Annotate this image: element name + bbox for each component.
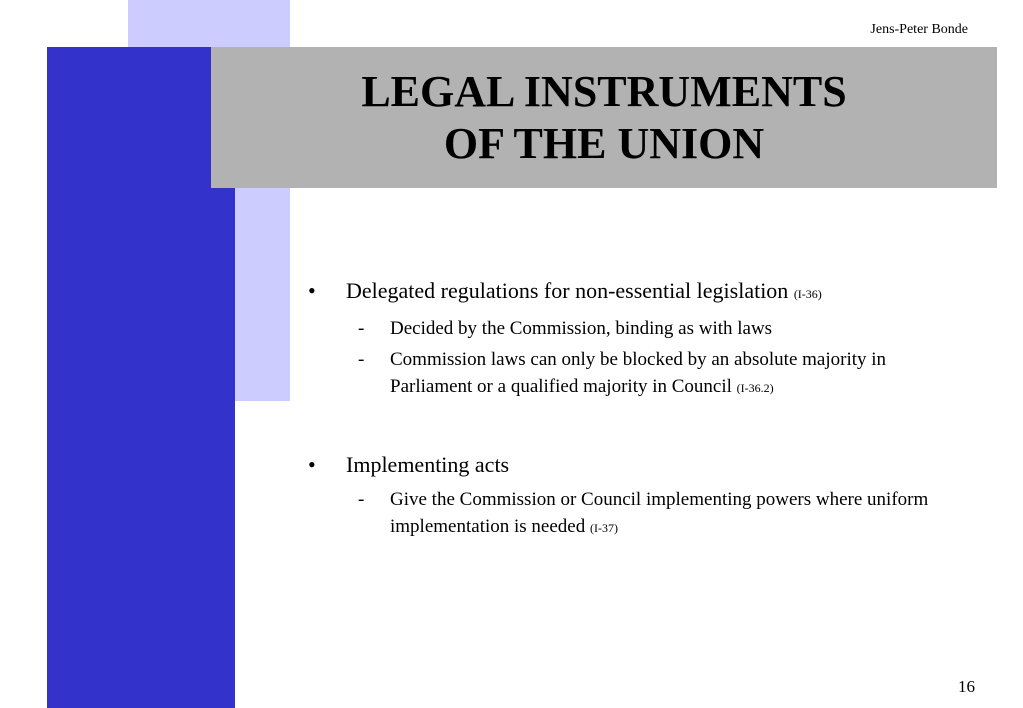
slide-content — [305, 276, 965, 546]
bullet-text: Implementing acts — [346, 452, 510, 477]
article-reference: (I-37) — [589, 521, 618, 535]
page-number: 16 — [958, 677, 975, 696]
sub-marker: - — [358, 349, 365, 370]
sub-marker: - — [358, 489, 365, 510]
sub-text: Commission laws can only be blocked by an absolute majority in Parliament or a qualified majority in Council — [390, 349, 887, 397]
bullet-marker: • — [308, 452, 316, 477]
article-reference: (I-36) — [793, 287, 822, 301]
sub-text: Give the Commission or Council implementing powers where uniform implementation is needed — [390, 489, 929, 537]
article-reference: (I-36.2) — [736, 381, 774, 395]
sub-marker: - — [358, 318, 365, 339]
sub-text: Decided by the Commission, binding as with laws — [390, 318, 773, 339]
bullet-marker: • — [308, 278, 316, 303]
sub-item — [305, 346, 965, 402]
author-name: Jens-Peter Bonde — [870, 22, 968, 37]
sub-list — [305, 315, 965, 402]
slide-title-line-2: OF THE UNION — [443, 118, 765, 168]
bullet-item — [305, 276, 965, 309]
sub-item — [305, 486, 965, 542]
bullet-item — [305, 450, 965, 480]
spacer — [305, 406, 965, 450]
title-box — [211, 47, 997, 188]
decorative-dark-bar — [47, 47, 235, 708]
sub-item — [305, 315, 965, 342]
sub-list — [305, 486, 965, 542]
bullet-text: Delegated regulations for non-essential legislation — [346, 278, 789, 303]
slide-title-line-1: LEGAL INSTRUMENTS — [361, 66, 847, 116]
